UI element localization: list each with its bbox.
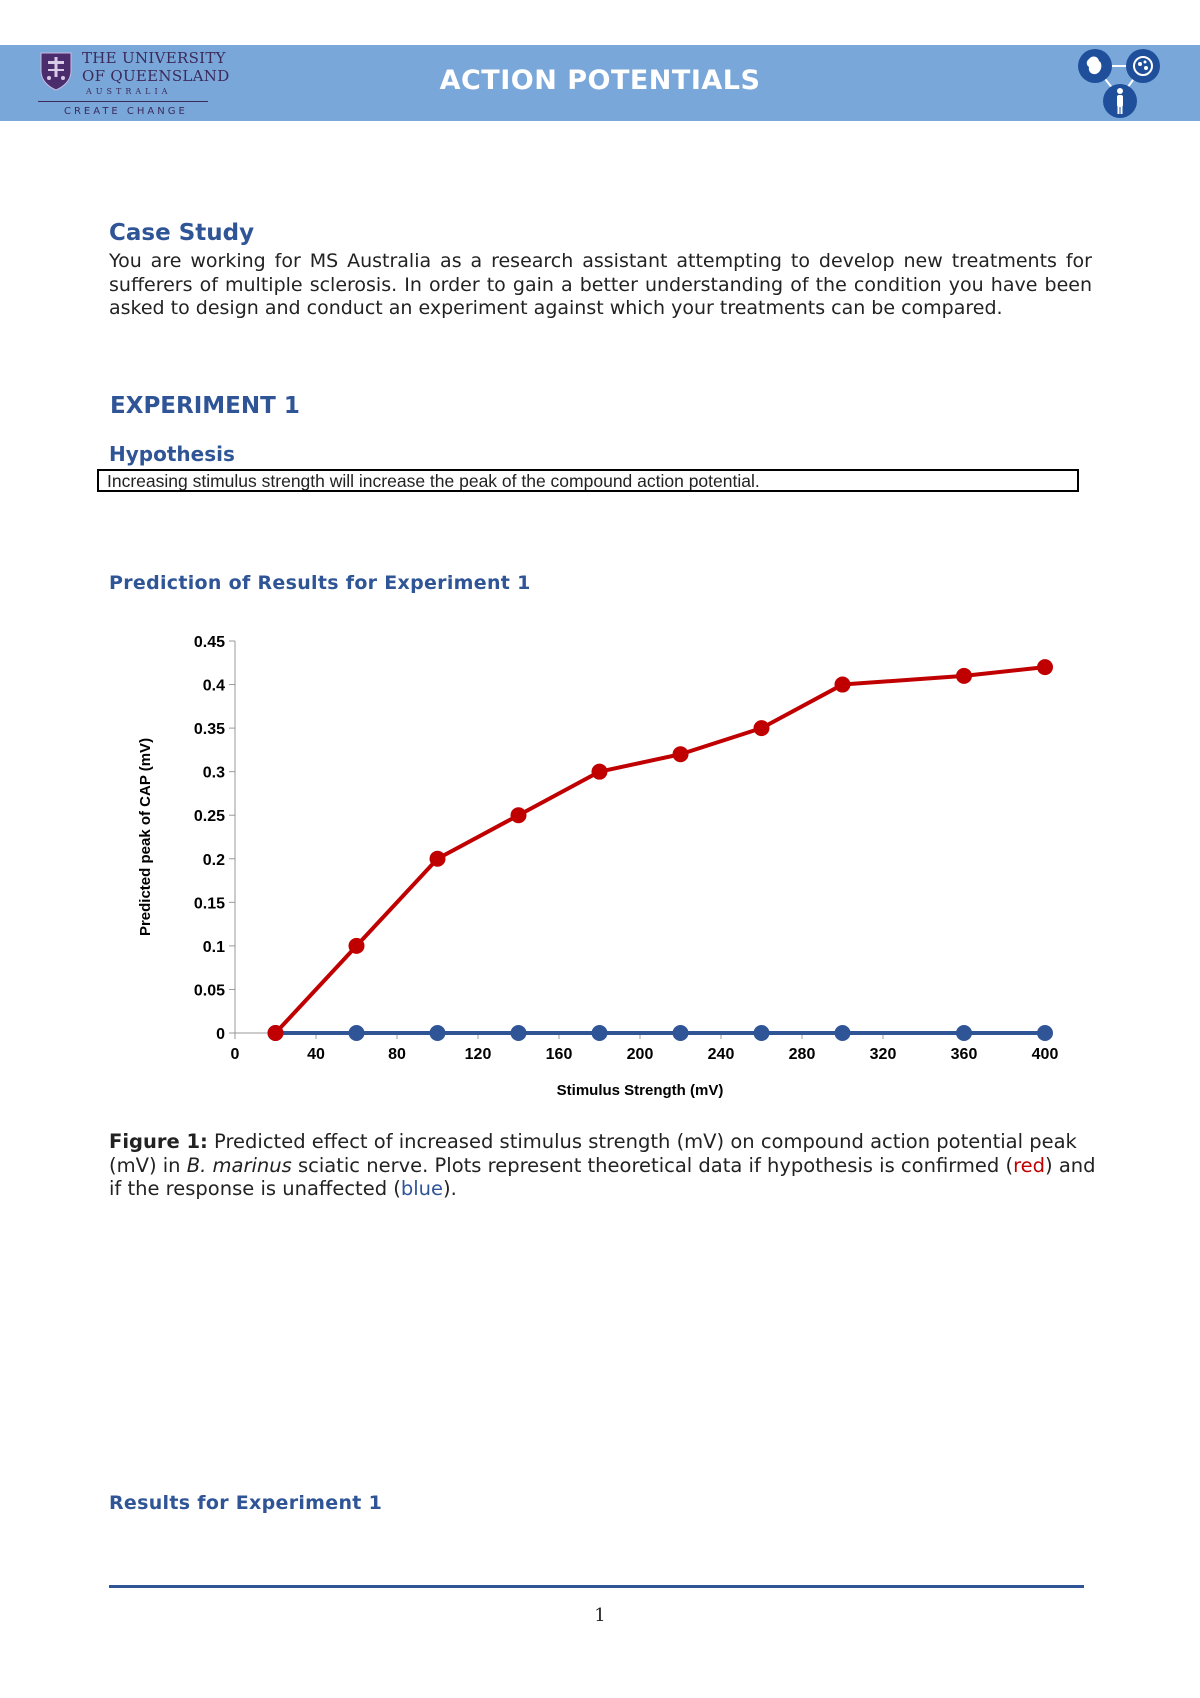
data-point-confirmed — [673, 746, 689, 762]
x-tick-label: 240 — [707, 1046, 735, 1063]
hypothesis-heading: Hypothesis — [109, 442, 235, 466]
y-tick-label: 0.35 — [193, 721, 225, 739]
caption-text-2: sciatic nerve. Plots represent theoretical data if hypothesis is confirmed ( — [291, 1153, 1014, 1177]
data-point-unaffected — [754, 1025, 770, 1041]
data-point-unaffected — [673, 1025, 689, 1041]
page-title: ACTION POTENTIALS — [439, 65, 761, 96]
series-line-confirmed — [276, 667, 1046, 1033]
data-point-confirmed — [349, 938, 365, 954]
case-study-heading: Case Study — [109, 220, 255, 246]
caption-text-1: Predicted effect of increased stimulus strength (mV) on compound action potential peak (mV) in — [109, 1130, 1077, 1177]
experiment-heading: EXPERIMENT 1 — [110, 393, 300, 419]
data-point-unaffected — [592, 1025, 608, 1041]
data-point-confirmed — [511, 807, 527, 823]
x-axis-title: Stimulus Strength (mV) — [556, 1082, 724, 1099]
university-logo — [36, 47, 230, 119]
crest-icon — [39, 51, 73, 91]
prediction-line-chart — [120, 615, 1080, 1105]
logo-divider — [38, 101, 208, 102]
y-axis-title: Predicted peak of CAP (mV) — [137, 737, 154, 937]
y-tick-label: 0.05 — [193, 982, 225, 1000]
y-tick-label: 0.15 — [193, 895, 225, 913]
data-point-confirmed — [268, 1025, 284, 1041]
data-point-unaffected — [430, 1025, 446, 1041]
x-tick-label: 0 — [230, 1046, 240, 1063]
y-tick-label: 0.45 — [193, 634, 225, 651]
results-heading: Results for Experiment 1 — [109, 1492, 383, 1514]
x-tick-label: 280 — [788, 1046, 816, 1063]
footer-divider — [109, 1585, 1084, 1588]
data-point-unaffected — [511, 1025, 527, 1041]
logo-text-line1: THE UNIVERSITY — [82, 49, 226, 67]
x-tick-label: 400 — [1031, 1046, 1059, 1063]
data-point-confirmed — [956, 668, 972, 684]
data-point-confirmed — [754, 720, 770, 736]
x-tick-label: 40 — [307, 1046, 325, 1063]
data-point-unaffected — [956, 1025, 972, 1041]
data-point-unaffected — [349, 1025, 365, 1041]
y-tick-label: 0.1 — [202, 938, 225, 956]
y-tick-label: 0.25 — [193, 808, 225, 826]
data-point-unaffected — [835, 1025, 851, 1041]
y-tick-label: 0.4 — [202, 677, 225, 695]
page-header — [0, 45, 1200, 121]
chart-series — [268, 659, 1054, 1041]
x-tick-label: 120 — [464, 1046, 492, 1063]
caption-red-word: red — [1013, 1153, 1046, 1177]
y-tick-label: 0.2 — [202, 851, 225, 869]
physiology-emblem-icon — [1075, 46, 1165, 120]
logo-text-line2: OF QUEENSLAND — [82, 67, 230, 85]
case-study-text: You are working for MS Australia as a research assistant attempting to develop new treatments for sufferers of multiple sclerosis. In order to gain a better understanding of the condition you have been asked to design and conduct an experiment against which your treatments can be compared. — [109, 250, 1092, 319]
logo-text-line3: AUSTRALIA — [86, 87, 172, 96]
x-tick-label: 160 — [545, 1046, 573, 1063]
data-point-confirmed — [430, 851, 446, 867]
caption-species: B. marinus — [186, 1153, 292, 1177]
x-tick-label: 80 — [388, 1046, 406, 1063]
axis-ticks — [194, 634, 1059, 1063]
data-point-confirmed — [835, 677, 851, 693]
logo-tagline: CREATE CHANGE — [64, 106, 188, 117]
page-number: 1 — [594, 1605, 606, 1626]
x-tick-label: 360 — [950, 1046, 978, 1063]
y-tick-label: 0 — [216, 1026, 225, 1043]
x-tick-label: 200 — [626, 1046, 654, 1063]
data-point-confirmed — [1037, 659, 1053, 675]
caption-blue-word: blue — [400, 1177, 444, 1200]
x-tick-label: 320 — [869, 1046, 897, 1063]
figure-label: Figure 1: — [109, 1130, 208, 1153]
data-point-unaffected — [1037, 1025, 1053, 1041]
y-tick-label: 0.3 — [202, 764, 225, 782]
caption-text-4: ). — [443, 1177, 457, 1200]
hypothesis-text-box: Increasing stimulus strength will increase the peak of the compound action potential. — [97, 469, 1079, 492]
data-point-confirmed — [592, 764, 608, 780]
prediction-heading: Prediction of Results for Experiment 1 — [109, 572, 531, 594]
caption-text-3: ) and if the response is unaffected ( — [109, 1153, 1096, 1200]
figure-caption — [109, 1130, 1099, 1201]
